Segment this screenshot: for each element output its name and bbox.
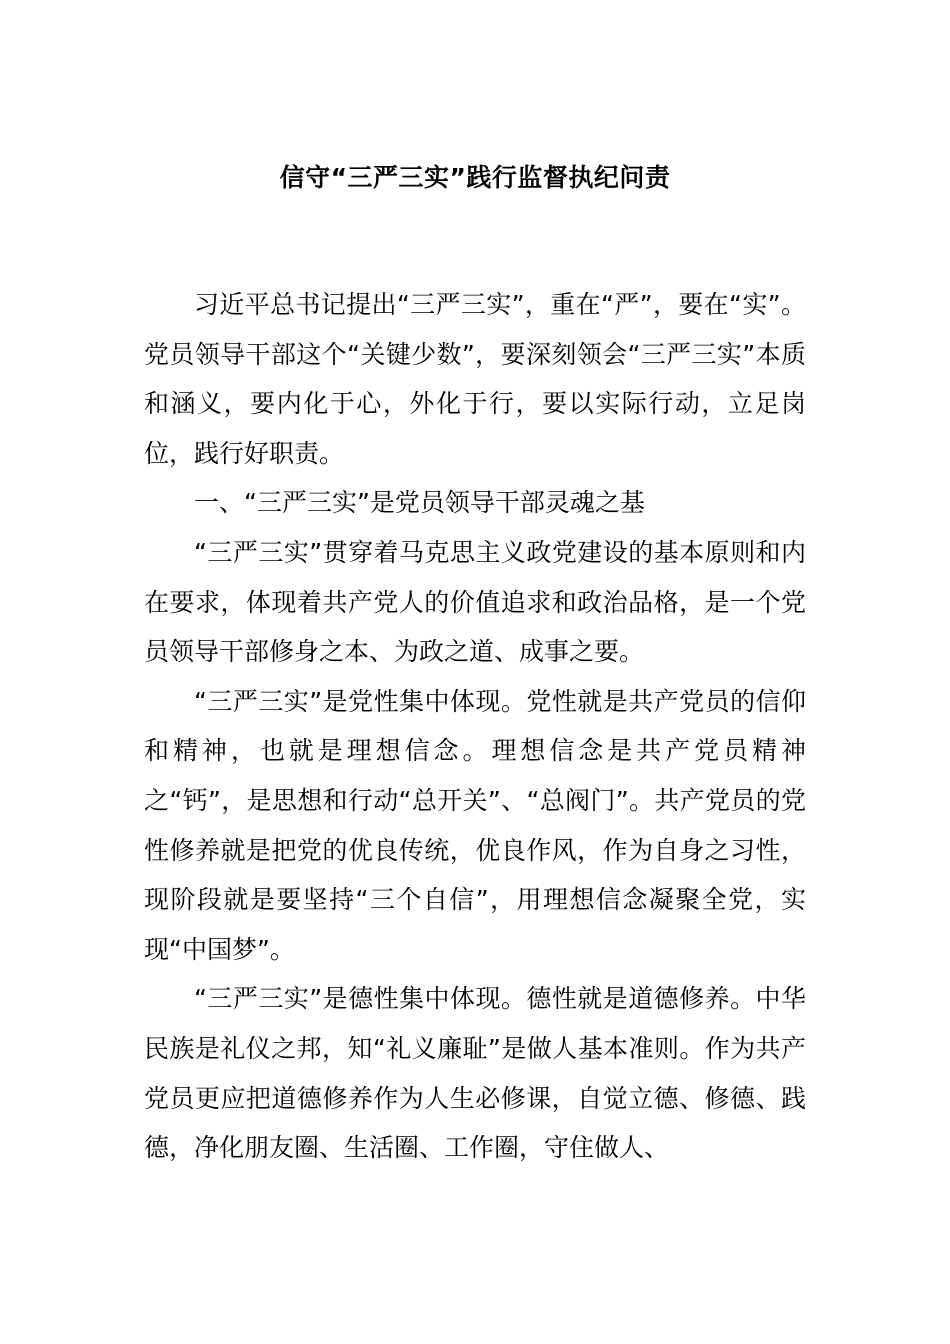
paragraph-moral-character: “三严三实”是德性集中体现。德性就是道德修养。中华民族是礼仪之邦，知“礼义廉耻”是做人基本准则。作为共产党员更应把道德修养作为人生必修课，自觉立德、修德、践德，净化朋友圈、生活圈、工作圈，守住做人、 (144, 984, 806, 1163)
document-title: 信守“三严三实”践行监督执纪问责 (279, 163, 671, 192)
paragraph-intro: 习近平总书记提出“三严三实”，重在“严”，要在“实”。党员领导干部这个“关键少数”，要深刻领会“三严三实”本质和涵义，要内化于心，外化于行，要以实际行动，立足岗位，践行好职责。 (144, 290, 806, 468)
section-heading-1: 一、“三严三实”是党员领导干部灵魂之基 (194, 488, 645, 518)
document-body (144, 280, 806, 1173)
paragraph-party-spirit: “三严三实”是党性集中体现。党性就是共产党员的信仰和精神，也就是理想信念。理想信念是共产党员精神之“钙”，是思想和行动“总开关”、“总阀门”。共产党员的党性修养就是把党的优良传统，优良作风，作为自身之习性，现阶段就是要坚持“三个自信”，用理想信念凝聚全党，实现“中国梦”。 (144, 686, 806, 964)
paragraph-section-1: “三严三实”贯穿着马克思主义政党建设的基本原则和内在要求，体现着共产党人的价值追求和政治品格，是一个党员领导干部修身之本、为政之道、成事之要。 (144, 537, 806, 667)
